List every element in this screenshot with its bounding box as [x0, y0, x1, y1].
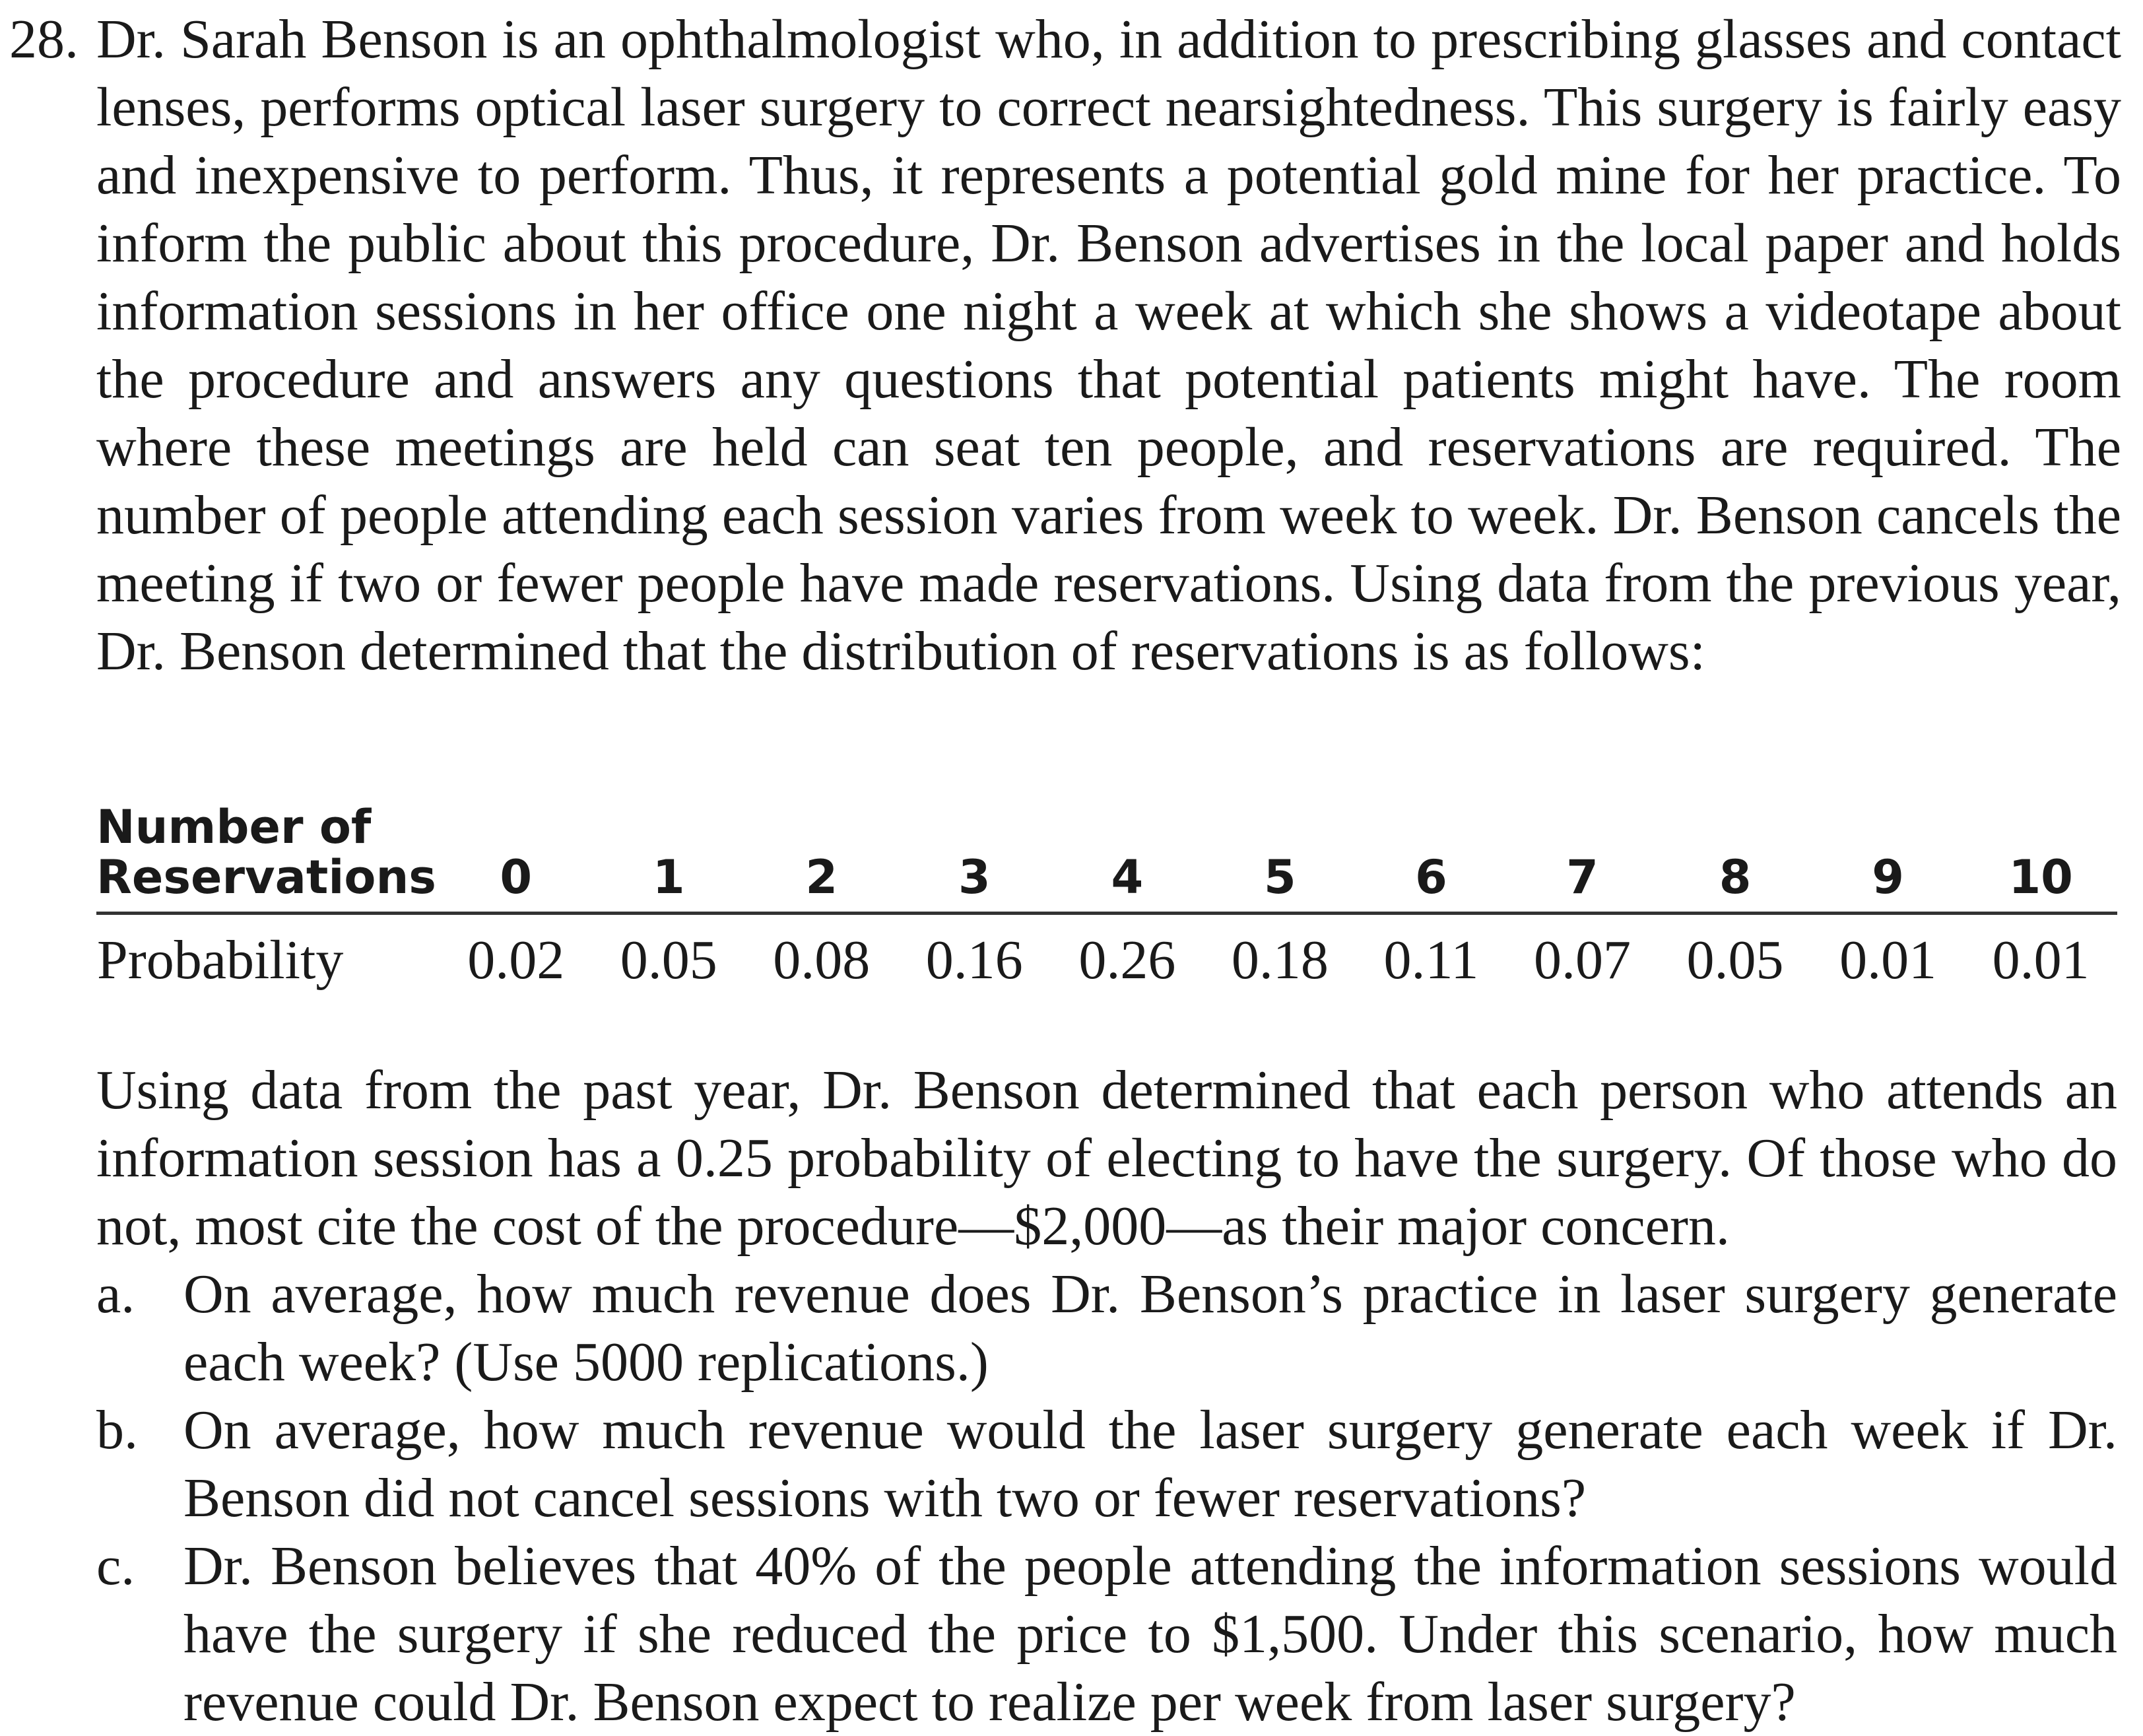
reservation-count-cell: 8 — [1659, 802, 1812, 914]
table-header-row — [96, 802, 2117, 914]
problem-intro-paragraph: Dr. Sarah Benson is an ophthalmologist who, in addition to prescribing glasses and contact lenses, performs optical laser surgery to correct nearsightedness. This surgery is fairly easy and inexpensive to perform. Thus, it represents a potential gold mine for her practice. To inform the public about this procedure, Dr. Benson advertises in the local paper and holds information sessions in her office one night a week at which she shows a videotape about the procedure and answers any questions that potential patients might have. The room where these meetings are held can seat ten people, and reservations are required. The number of people attending each session varies from week to week. Dr. Benson cancels the meeting if two or fewer people have made reservations. Using data from the previous year, Dr. Benson determined that the distribution of reservations is as follows: — [96, 9, 2121, 682]
reservation-count-cell: 7 — [1506, 802, 1659, 914]
question-part-a — [96, 1260, 2117, 1396]
reservation-count-cell: 0 — [440, 802, 593, 914]
question-parts-list — [96, 1260, 2117, 1736]
part-letter: c. — [96, 1535, 135, 1597]
probability-cell: 0.05 — [1686, 929, 1784, 991]
part-text: On average, how much revenue does Dr. Benson’s practice in laser surgery generate each week? (Use 5000 replications.) — [183, 1263, 2117, 1393]
part-letter: a. — [96, 1263, 135, 1325]
reservation-count-cell: 5 — [1204, 802, 1357, 914]
probability-cell: 0.01 — [1992, 929, 2090, 991]
problem-number: 28. — [9, 9, 79, 70]
probability-cell: 0.07 — [1534, 929, 1632, 991]
probability-cell: 0.01 — [1839, 929, 1937, 991]
reservation-count-cell: 1 — [593, 802, 746, 914]
part-letter: b. — [96, 1399, 138, 1461]
probability-cell: 0.11 — [1383, 929, 1479, 991]
probability-cell: 0.02 — [467, 929, 565, 991]
probability-cell: 0.08 — [773, 929, 871, 991]
probability-cell: 0.16 — [925, 929, 1023, 991]
header-label-line2: Reservations — [96, 850, 436, 904]
reservation-count-cell: 2 — [745, 802, 898, 914]
reservation-distribution-table — [96, 802, 2117, 997]
probability-cell: 0.05 — [620, 929, 717, 991]
question-part-c — [96, 1532, 2117, 1736]
reservation-count-cell: 3 — [898, 802, 1051, 914]
probability-cell: 0.18 — [1231, 929, 1329, 991]
header-number-of-reservations — [96, 802, 440, 914]
probability-row-label: Probability — [97, 929, 344, 991]
reservation-count-cell: 9 — [1812, 802, 1965, 914]
probability-cell: 0.26 — [1078, 929, 1176, 991]
reservation-count-cell: 4 — [1051, 802, 1204, 914]
table-row-probability — [96, 914, 2117, 998]
header-label-line1: Number of — [96, 800, 372, 854]
part-text: Dr. Benson believes that 40% of the people attending the information sessions would have the surgery if she reduced the price to $1,500. Under this scenario, how much revenue could Dr. Benson expect to realize per week from laser surgery? — [183, 1535, 2117, 1733]
reservation-count-cell: 10 — [1964, 802, 2117, 914]
reservation-count-cell: 6 — [1356, 802, 1506, 914]
question-part-b — [96, 1396, 2117, 1532]
followup-paragraph: Using data from the past year, Dr. Benson determined that each person who attends an information session has a 0.25 probability of electing to have the surgery. Of those who do not, most cite the cost of the procedure—$2,000—as their major concern. — [96, 1059, 2117, 1257]
part-text: On average, how much revenue would the laser surgery generate each week if Dr. Benson did not cancel sessions with two or fewer reservations? — [183, 1399, 2117, 1529]
